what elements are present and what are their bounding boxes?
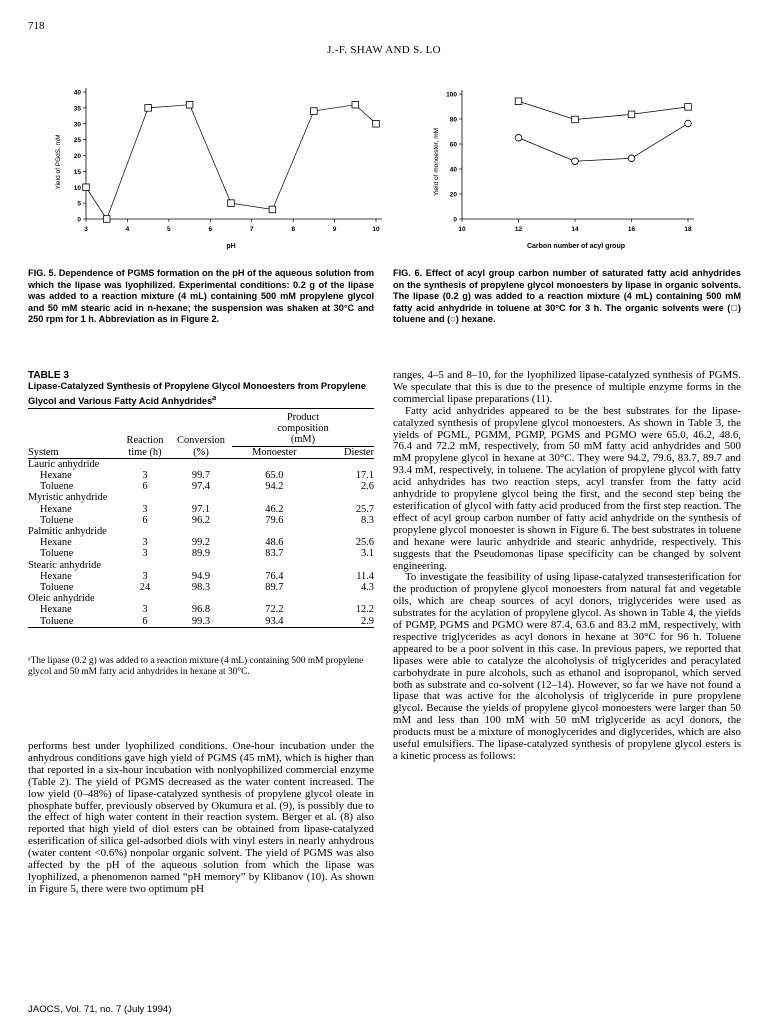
figure-5-y-tick-label: 35 [73, 105, 81, 113]
figure-5-caption-text: Dependence of PGMS formation on the pH of the aqueous solution from which the lipase was lyophilized. Experimental conditions: 0.2 g of the lipase was added to a reaction mixture (4 mL) containing 500 mM propylene glycol and 50 mM stearic acid in n-hexane; the suspension was shaken at 30°C and 250 rpm for 1 h. Abbreviation as in Figure 2. [28, 268, 374, 324]
left-column-text [28, 741, 374, 896]
figure-6-chart [426, 82, 726, 254]
table-group-label: Myristic anhydride [28, 492, 108, 504]
figure-5-y-tick-label: 40 [73, 89, 81, 97]
diester-cell: 12.2 [355, 604, 374, 616]
solvent-cell: Hexane [40, 537, 72, 549]
figure-6-x-tick-label: 18 [684, 226, 692, 233]
figure-6-x-tick-label: 12 [514, 226, 523, 233]
figure-6-caption-text: Effect of acyl group carbon number of saturated fatty acid anhydrides on the synthesis of propylene glycol monoesters by lipase in organic solvents. The lipase (0.2 g) was added to a reaction mixture (4 mL) containing 500 mM fatty acid anhydride in toluene at 30°C for 3 h. The organic solvents were (□) toluene and (○) hexane. [393, 268, 741, 324]
conversion-header-1: Conversion [177, 434, 225, 446]
table-3-caption-text: Lipase-Catalyzed Synthesis of Propylene Glycol Monoesters from Propylene Glycol and Various Fatty Acid Anhydrides [28, 381, 366, 406]
table-row [28, 616, 374, 628]
figure-6-caption [393, 268, 741, 326]
figure-5-x-tick-label: 5 [167, 226, 171, 233]
time-cell: 3 [142, 537, 148, 549]
table-row [28, 537, 374, 548]
monoester-cell: 72.2 [265, 604, 284, 616]
figure-6-x-tick-label: 14 [571, 226, 579, 233]
figure-6-series [515, 98, 691, 165]
solvent-cell: Toluene [40, 514, 74, 526]
figure-5-y-tick-label: 10 [73, 184, 81, 192]
table-group-label: Oleic anhydride [28, 593, 95, 605]
left-body-paragraph: performs best under lyophilized conditions. One-hour incubation under the anhydrous conditions gave high yield of PGMS (45 mM), which is higher than that reported in a six-hour incubation with nonlyophilized commercial enzyme (Table 2). The yield of PGMS decreased as the water content increased. The low yield (0–48%) of lipase-catalyzed synthesis of propylene glycol oleate in phosphate buffer, previously observed by Okumura et al. (9), is possibly due to the effect of high water content in their reaction system. Berger et al. (8) also reported that high yield of diol esters can be obtained from lipase-catalyzed esterification of silica gel-adsorbed diols with vinyl esters in nearly anhydrous (water content <0.6%) nonpolar organic solvent. The yield of PGMS was also affected by the pH of the aqueous solution from which the lipase was lyophilized, a phenomenon named “pH memory” by Klibanov (10). As shown in Figure 5, there were two optimum pH [28, 740, 374, 895]
time-cell: 6 [142, 615, 148, 627]
figure-5-caption [28, 268, 374, 326]
product-header-2: composition [277, 423, 329, 435]
solvent-cell: Toluene [40, 481, 74, 493]
figure-5-data-point [352, 101, 359, 108]
diester-cell: 11.4 [356, 570, 374, 582]
figure-5-y-tick-label: 25 [73, 137, 81, 145]
table-row [28, 571, 374, 582]
conversion-header-2: (%) [193, 446, 209, 458]
table-3 [28, 408, 374, 628]
figure-5-y-tick-label: 20 [73, 153, 81, 160]
right-column-text [393, 370, 741, 763]
figure-5-ylabel: Yield of PGdS, mM [55, 134, 62, 190]
conversion-cell: 98.3 [191, 582, 211, 594]
diester-cell: 8.3 [361, 514, 374, 526]
figure-6-data-point [515, 134, 522, 141]
conversion-cell: 97.4 [191, 481, 211, 493]
figure-6-series-1-line [519, 124, 689, 162]
conversion-cell: 94.9 [191, 570, 211, 582]
solvent-cell: Toluene [40, 548, 74, 560]
figure-5-y-tick-label: 30 [73, 121, 81, 129]
figure-5-y-tick-label: 5 [77, 200, 81, 208]
table-group-label: Lauric anhydride [28, 458, 100, 470]
figure-6-axes [446, 90, 694, 233]
figure-5-data-point [186, 101, 193, 108]
diester-cell: 25.6 [355, 537, 374, 549]
system-header: System [28, 446, 59, 458]
table-row [28, 582, 374, 593]
figure-6-data-point [515, 98, 522, 105]
figure-5-caption-label: FIG. 5. [28, 268, 57, 278]
figure-6-series-0-line [519, 101, 689, 119]
figure-6-xlabel: Carbon number of acyl group [526, 243, 626, 250]
table-3-caption-sup: a [212, 394, 217, 402]
figure-5-data-point [373, 120, 380, 127]
figure-5-xlabel: pH [226, 243, 236, 250]
time-cell: 3 [142, 470, 148, 482]
product-header-3: (mM) [232, 434, 374, 446]
figure-6-ylabel: Yield of monoester, mM [433, 127, 440, 197]
figure-6-y-tick-label: 0 [453, 216, 457, 224]
figure-5-x-tick-label: 7 [249, 226, 254, 233]
table-row [28, 481, 374, 492]
diester-cell: 25.7 [355, 503, 374, 515]
product-header-1: Product [286, 412, 320, 423]
figure-6-y-tick-label: 60 [449, 141, 457, 149]
solvent-cell: Toluene [40, 615, 74, 627]
figure-5-data-point [269, 206, 276, 213]
time-cell: 6 [142, 514, 148, 526]
table-row [28, 470, 374, 481]
figure-5-data-point [228, 200, 235, 207]
diester-cell: 3.1 [361, 548, 374, 560]
figure-6-y-tick-label: 40 [449, 166, 457, 174]
monoester-header: Monoester [252, 446, 297, 458]
conversion-cell: 97.1 [191, 503, 211, 515]
figure-5-x-tick-label: 10 [372, 226, 380, 233]
page-number: 718 [28, 20, 45, 32]
table-row [28, 504, 374, 515]
time-cell: 3 [142, 570, 148, 582]
conversion-cell: 89.9 [191, 548, 211, 560]
figure-6-caption-label: FIG. 6. [393, 268, 423, 278]
time-cell: 6 [142, 481, 148, 493]
figure-5-y-tick-label: 0 [77, 216, 81, 224]
diester-cell: 2.9 [361, 615, 374, 627]
table-row [28, 548, 374, 559]
figure-5-chart [44, 82, 384, 254]
monoester-cell: 79.6 [265, 514, 284, 526]
running-head: J.-F. SHAW AND S. LO [327, 44, 441, 56]
figure-5-y-tick-label: 15 [73, 168, 81, 176]
table-group-label: Stearic anhydride [28, 559, 101, 571]
figure-6-x-tick-label: 16 [627, 226, 636, 233]
figure-5-data-point [83, 184, 90, 191]
conversion-cell: 99.3 [191, 615, 211, 627]
right-body-paragraph-1: ranges, 4–5 and 8–10, for the lyophilized lipase-catalyzed synthesis of PGMS. We speculate that this is due to the presence of multiple enzyme forms in the commercial lipase preparations (11). [393, 369, 741, 405]
conversion-cell: 96.2 [191, 514, 211, 526]
figure-5-x-tick-label: 6 [208, 226, 213, 233]
monoester-cell: 46.2 [265, 503, 284, 515]
monoester-cell: 93.4 [265, 615, 284, 627]
figure-6-data-point [685, 104, 692, 111]
solvent-cell: Hexane [40, 470, 72, 482]
conversion-cell: 96.8 [191, 604, 211, 616]
figure-6-y-tick-label: 80 [449, 116, 457, 124]
table-row [28, 515, 374, 526]
right-body-paragraph-3: To investigate the feasibility of using lipase-catalyzed transesterification for the production of propylene glycol monoesters from natural fat and vegetable oils, which are cheap sources of acyl donors, triglycerides were used as substrates for the acylation of propylene glycol. As shown in Table 4, the yields of PGMP, PGMS and PGMO were 87.4, 63.6 and 83.2 mM, respectively, with respective triglycerides as acyl donors in hexane at 30°C for 96 h. Toluene appeared to be a poor solvent in this case. In previous papers, we reported that lipases were able to catalyze the alcoholysis of triglycerides and peracylated carbohydrate in pure alcohols, such as ethanol and isopropanol, which served both as substrate and co-solvent (12–14). However, so far we have not found a lipase that was active for the alcoholysis of triglyceride in pure propylene glycol. Because the yields of propylene glycol monoesters were larger than 50 mM and less than 100 mM with 50 mM triglyceride as acyl donors, the products must be a mixture of monoglycerides and diglycerides, which are also useful emulsifiers. The lipase-catalyzed synthesis of propylene glycol esters is a kinetic process as follows: [393, 571, 741, 762]
table-3-caption [28, 381, 366, 407]
monoester-cell: 94.2 [265, 481, 284, 493]
monoester-cell: 89.7 [265, 582, 284, 594]
figure-5-x-tick-label: 9 [332, 226, 337, 233]
figure-6-data-point [572, 158, 579, 165]
diester-cell: 17.1 [355, 470, 374, 482]
reaction-time-header-1: Reaction [126, 434, 164, 446]
diester-header: Diester [343, 446, 374, 458]
time-cell: 24 [139, 582, 151, 594]
figure-5-x-tick-label: 8 [291, 226, 295, 233]
figure-5-series [83, 101, 380, 222]
figure-5-data-point [145, 105, 152, 112]
figure-6-data-point [572, 116, 579, 123]
reaction-time-header-2: time (h) [128, 446, 162, 458]
conversion-cell: 99.7 [191, 470, 211, 482]
conversion-cell: 99.2 [191, 537, 211, 549]
diester-cell: 4.3 [361, 582, 374, 594]
figure-6-data-point [628, 155, 635, 162]
table-3-title: TABLE 3 [28, 370, 69, 381]
solvent-cell: Hexane [40, 503, 72, 515]
table-group-label: Palmitic anhydride [28, 526, 107, 538]
figure-5-data-point [311, 108, 318, 115]
solvent-cell: Hexane [40, 570, 72, 582]
figure-6-x-tick-label: 10 [458, 226, 466, 233]
figure-6-y-tick-label: 20 [449, 191, 457, 199]
time-cell: 3 [142, 548, 148, 560]
figure-5-data-point [103, 216, 110, 223]
table-row [28, 604, 374, 615]
table-3-footnote: ᵃThe lipase (0.2 g) was added to a reaction mixture (4 mL) containing 500 mM propylene glycol and 50 mM fatty acid anhydrides in hexane at 30°C. [28, 656, 364, 677]
figure-5-axes [74, 88, 382, 233]
solvent-cell: Toluene [40, 582, 74, 594]
monoester-cell: 76.4 [265, 570, 284, 582]
figure-6-data-point [628, 111, 635, 118]
monoester-cell: 65.0 [265, 470, 284, 482]
monoester-cell: 83.7 [265, 548, 284, 560]
solvent-cell: Hexane [40, 604, 72, 616]
figure-6-y-tick-label: 100 [446, 91, 457, 99]
figure-5-x-tick-label: 3 [84, 226, 88, 233]
time-cell: 3 [142, 604, 148, 616]
journal-footer: JAOCS, Vol. 71, no. 7 (July 1994) [28, 1004, 172, 1015]
diester-cell: 2.6 [361, 481, 374, 493]
figure-6-data-point [685, 120, 692, 127]
monoester-cell: 48.6 [265, 537, 284, 549]
figure-5-x-tick-label: 4 [125, 226, 130, 233]
time-cell: 3 [142, 503, 148, 515]
right-body-paragraph-2: Fatty acid anhydrides appeared to be the best substrates for the lipase-catalyzed synthesis of propylene glycol monoesters. As shown in Table 3, the yields of PGML, PGMM, PGMP, PGMS and PGMO were 65.0, 46.2, 48.6, 76.4 and 72.2 mM, respectively, from 50 mM fatty acid anhydrides and 500 mM propylene glycol in hexane at 30°C. They were 94.2, 79.6, 83.7, 89.7 and 93.4 mM, respectively, in toluene. The acylation of propylene glycol with fatty acid anhydrides has two reaction steps, acyl transfer from the fatty acid anhydride to propylene glycol being the first, and the second step being the esterification of glycol with fatty acid produced from the first step reaction. The effect of acyl group carbon number of fatty acid anhydride on the synthesis of propylene glycol monoester is shown in Figure 6. The best substrates in toluene and hexane were lauric anhydride and stearic anhydride, respectively. This suggests that the Pseudomonas lipase specificity can be changed by solvent engineering. [393, 404, 741, 572]
